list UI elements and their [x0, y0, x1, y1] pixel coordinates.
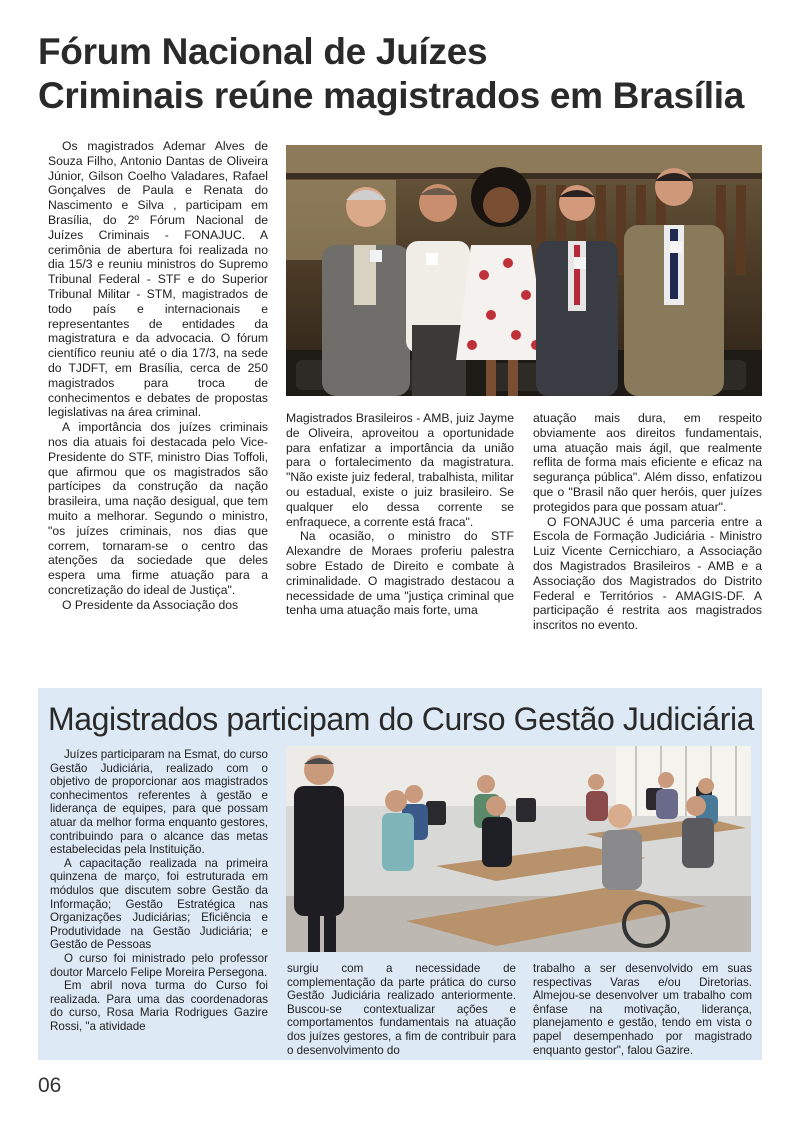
paragraph: Juízes participaram na Esmat, do curso Gestão Judiciária, realizado com o objetivo de proporcionar aos magistrados conhecimentos referentes à gestão e liderança de equipes, para que possam atuar da melhor forma enquanto gestores, contribuindo para o alcance das metas estabelecidas pela Instituição. [50, 748, 268, 857]
article-title-line-1: Fórum Nacional de Juízes [38, 31, 488, 72]
page-number: 06 [38, 1074, 62, 1097]
paragraph: O FONAJUC é uma parceria entre a Escola de Formação Judiciária - Ministro Luiz Vicente Cernicchiaro, a Associação dos Magistrados Brasileiros - AMB e a Associação dos Magistrados do Distrito Federal e Territórios - AMAGIS-DF. A participação é restrita aos magistrados inscritos no evento. [533, 514, 762, 633]
paragraph: atuação mais dura, em respeito obviamente aos direitos fundamentais, uma atuação mais ágil, que realmente reflita de forma mais eficiente e eficaz na segurança pública". Além disso, enfatizou que o "Brasil não quer heróis, quer juízes protegidos para que possam atuar". [533, 411, 762, 514]
classroom-photo [286, 746, 751, 952]
paragraph: Em abril nova turma do Curso foi realizada. Para uma das coordenadoras do curso, Rosa Maria Rodrigues Gazire Rossi, "a atividade [50, 979, 268, 1033]
paragraph: O Presidente da Associação dos [62, 597, 239, 612]
article-title: Magistrados participam do Curso Gestão Judiciária [48, 701, 755, 737]
paragraph: Na ocasião, o ministro do STF Alexandre de Moraes proferiu palestra sobre Estado de Direito e combate à criminalidade. O magistrado destacou a necessidade de uma "justiça criminal que tenha uma atuação mais forte, uma [286, 529, 514, 618]
article-title-line-2: Criminais reúne magistrados em Brasília [38, 75, 744, 116]
article-title [38, 30, 778, 118]
paragraph: O curso foi ministrado pelo professor doutor Marcelo Felipe Moreira Persegona. [50, 951, 268, 979]
paragraph: Magistrados Brasileiros - AMB, juiz Jayme de Oliveira, aproveitou a oportunidade para enfatizar a importância da união para o fortalecimento da magistratura. "Não existe juiz federal, trabalhista, militar ou estadual, existe o juiz brasileiro. Se qualquer elo dessa corrente se enfraquece, a corrente está fraca". [286, 411, 514, 529]
paragraph: A capacitação realizada na primeira quinzena de março, foi estruturada em módulos que discutem sobre Gestão da Informação; Gestão Estratégica nas Organizações Judiciárias; Eficiência e Produtividade na Gestão Judiciária; e Gestão de Pessoas [50, 856, 268, 952]
paragraph: surgiu com a necessidade de complementação da parte prática do curso Gestão Judiciária realizado anteriormente. Buscou-se contextualizar ações e comportamentos fundamentais na atuação dos juízes gestores, a fim de contribuir para o desenvolvimento do [287, 962, 516, 1057]
article-column-3 [533, 962, 752, 1057]
article-column-1 [48, 139, 268, 613]
article-column-2 [287, 962, 516, 1057]
paragraph: A importância dos juízes criminais nos dia atuais foi destacada pelo Vice-Presidente do STF, ministro Dias Toffoli, que afirmou que os magistrados são partícipes da construção da nação brasileira, uma nação desigual, que tem muito a melhorar. Segundo o ministro, "os juízes criminais, nos dias que correm, tornaram-se o centro das atenções da sociedade que deles espera uma firme atuação para a concretização do ideal de Justiça". [48, 420, 268, 597]
article-column-3 [533, 411, 762, 633]
paragraph: Os magistrados Ademar Alves de Souza Filho, Antonio Dantas de Oliveira Júnior, Gilson Coelho Valadares, Rafael Gonçalves de Paula e Renata do Nascimento e Silva , participam em Brasília, do 2º Fórum Nacional de Juízes Criminais - FONAJUC. A cerimônia de abertura foi realizada no dia 15/3 e reuniu ministros do Supremo Tribunal Federal - STF e do Superior Tribunal Militar - STM, magistrados de todo país e internacionais e representantes de entidades da magistratura e da advocacia. O fórum científico reuniu até o dia 17/3, na sede do TJDFT, em Brasília, cerca de 250 magistrados para troca de conhecimentos e debates de propostas legislativas na área criminal. [48, 139, 268, 420]
article-column-2 [286, 411, 514, 618]
article-column-1 [50, 748, 268, 1033]
group-photo [286, 145, 762, 396]
paragraph: trabalho a ser desenvolvido em suas respectivas Varas e/ou Diretorias. Almejou-se desenvolver um trabalho com ênfase na motivação, liderança, planejamento e gestão, tendo em vista o papel desempenhado por magistrado enquanto gestor", falou Gazire. [533, 962, 752, 1057]
